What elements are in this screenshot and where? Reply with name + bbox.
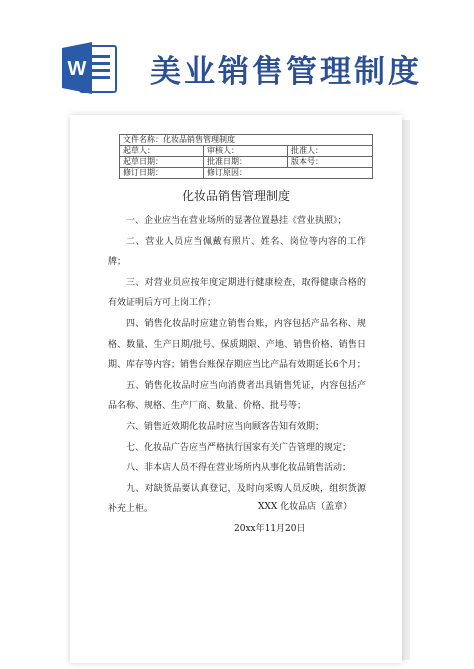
rule-paragraph: 五、销售化妆品时应当向消费者出具销售凭证，内容包括产品名称、规格、生产厂商、数量、价格、批号等； [108,380,366,412]
word-document-icon [60,40,120,96]
rule-paragraph: 七、化妆品广告应当严格执行国家有关广告管理的规定； [126,442,352,453]
signature-line: XXX 化妆品店（盖章） [258,502,353,512]
banner-title: 美业销售管理制度 [150,54,422,90]
rule-paragraph: 八、非本店人员不得在营业场所内从事化妆品销售活动； [126,463,352,474]
rule-paragraph: 一、企业应当在营业场所的显著位置悬挂《营业执照》； [126,216,347,226]
meta-approver: 批准人： [288,146,373,157]
meta-row-revision [120,168,373,179]
meta-revise-reason: 修订原因： [204,168,373,179]
meta-reviewer: 审核人： [204,146,288,157]
document-meta-table [119,134,373,179]
meta-row-dates [120,157,373,168]
meta-file-name: 文件名称：化妆品销售管理制度 [120,135,373,146]
rule-paragraph: 二、营业人员应当佩戴有照片、姓名、岗位等内容的工作牌； [108,236,366,268]
rule-paragraph: 六、销售近效期化妆品时应当向顾客告知有效期； [126,421,325,432]
document-body [108,211,366,520]
meta-drafter: 起草人： [120,146,204,157]
meta-revise-date: 修订日期： [120,168,204,179]
meta-draft-date: 起草日期： [120,157,204,168]
meta-row-filename [120,135,373,146]
meta-approve-date: 批准日期： [204,157,288,168]
meta-row-people [120,146,373,157]
meta-version: 版本号： [288,157,373,168]
rule-paragraph: 四、销售化妆品时应建立销售台账，内容包括产品名称、规格、数量、生产日期/批号、保质期限、产地、销售价格、销售日期、库存等内容；销售台账保存期应当比产品有效期延长6个月； [108,318,366,371]
document-page [70,115,402,663]
svg-text:W: W [67,58,87,80]
document-title: 化妆品销售管理制度 [181,189,290,203]
rule-paragraph: 三、对营业员应按年度定期进行健康检查，取得健康合格的有效证明后方可上岗工作； [108,277,366,309]
banner [0,0,474,115]
rule-paragraph: 九、对缺货品要认真登记，及时向采购人员反映，组织货源补充上柜。 [108,483,366,515]
document-date: 20xx年11月20日 [234,524,306,534]
